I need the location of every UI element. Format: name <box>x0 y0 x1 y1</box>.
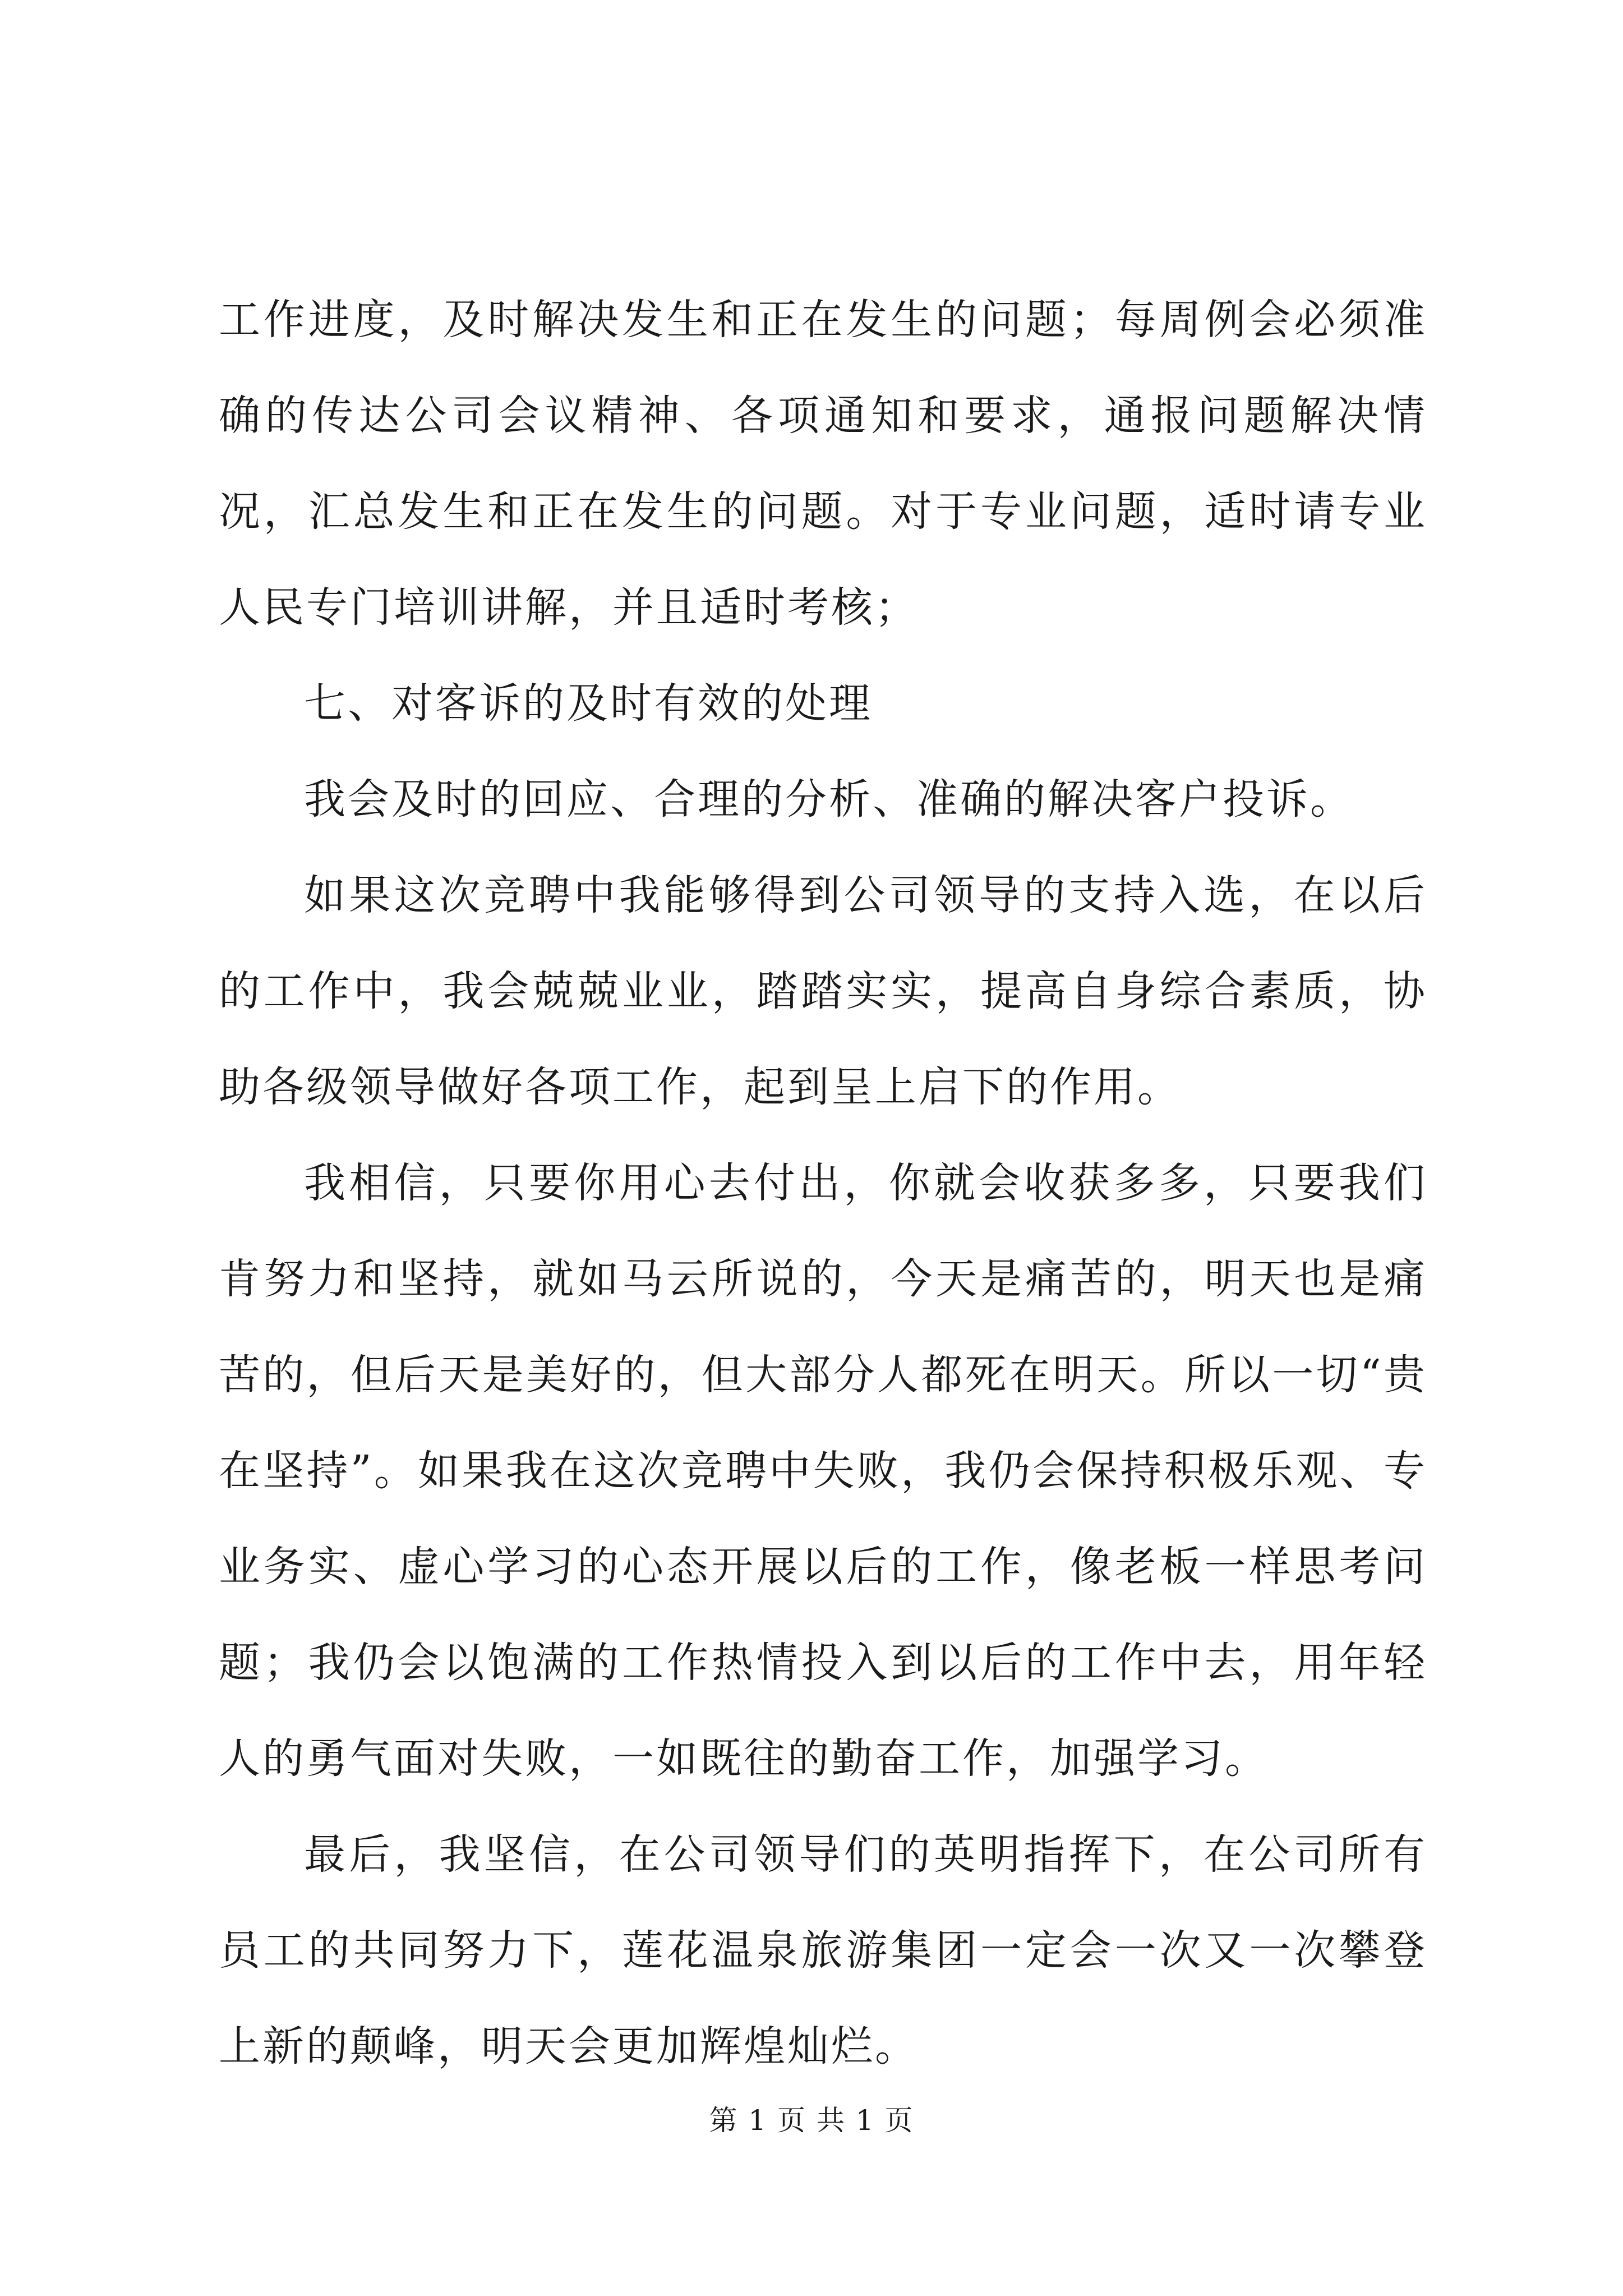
document-body <box>219 272 1427 2095</box>
paragraph-if-selected: 如果这次竞聘中我能够得到公司领导的支持入选，在以后的工作中，我会兢兢业业，踏踏实实，提高自身综合素质，协助各级领导做好各项工作，起到呈上启下的作用。 <box>219 871 1427 1111</box>
paragraph-continuation: 工作进度，及时解决发生和正在发生的问题；每周例会必须准确的传达公司会议精神、各项通知和要求，通报问题解决情况，汇总发生和正在发生的问题。对于专业问题，适时请专业人民专门培训讲解，并且适时考核； <box>219 296 1427 632</box>
paragraph-complaint-response: 我会及时的回应、合理的分析、准确的解决客户投诉。 <box>304 775 1354 823</box>
paragraph-belief-persistence: 我相信，只要你用心去付出，你就会收获多多，只要我们肯努力和坚持，就如马云所说的，今天是痛苦的，明天也是痛苦的，但后天是美好的，但大部分人都死在明天。所以一切“贵在坚持”。如果我在这次竞聘中失败，我仍会保持积极乐观、专业务实、虚心学习的心态开展以后的工作，像老板一样思考问题；我仍会以饱满的工作热情投入到以后的工作中去，用年轻人的勇气面对失败，一如既往的勤奋工作，加强学习。 <box>219 1159 1427 1783</box>
section-heading-complaint-handling: 七、对客诉的及时有效的处理 <box>304 679 873 728</box>
paragraph-closing: 最后，我坚信，在公司领导们的英明指挥下，在公司所有员工的共同努力下，莲花温泉旅游集团一定会一次又一次攀登上新的颠峰，明天会更加辉煌灿烂。 <box>219 1830 1427 2070</box>
page-number-footer: 第 1 页 共 1 页 <box>709 2104 914 2137</box>
